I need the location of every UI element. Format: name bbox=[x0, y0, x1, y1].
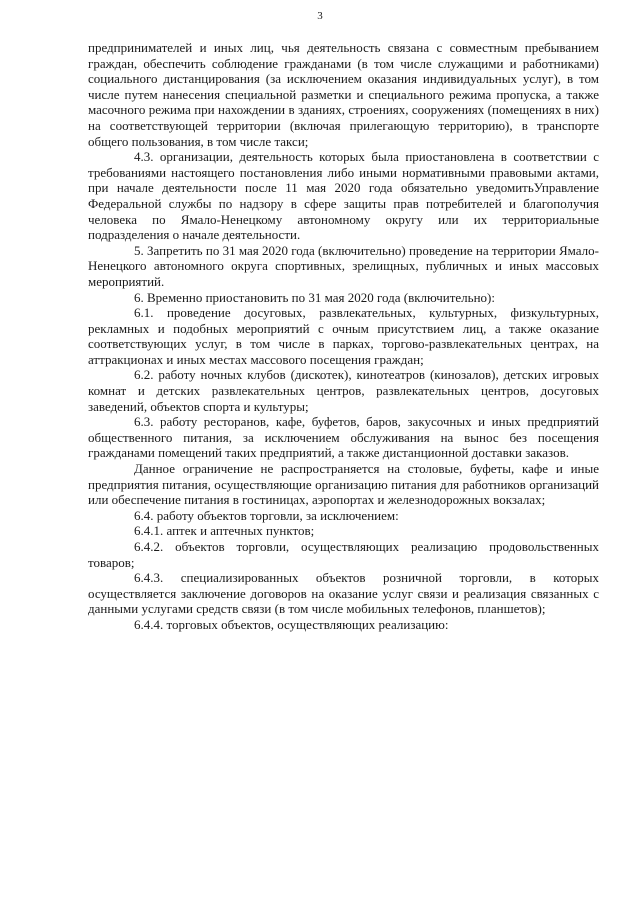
paragraph-6-4-4: 6.4.4. торговых объектов, осуществляющих реализацию: bbox=[134, 616, 449, 632]
paragraph-6-4-3: 6.4.3. специализированных объектов розничной торговли, в которых осуществляется заключение договоров на оказание услуг связи и реализация связанных с данными услугами средств связи (в том числе мобильных телефонов, планшетов); bbox=[88, 570, 599, 617]
paragraph-6-4: 6.4. работу объектов торговли, за исключением: bbox=[134, 507, 399, 523]
paragraph-6-1: 6.1. проведение досуговых, развлекательных, культурных, физкультурных, рекламных и подобных мероприятий с очным присутствием лиц, а также оказание соответствующих услуг, в том числе в парках, торгово-развлекательных центрах, на аттракционах и иных местах массового посещения граждан; bbox=[88, 305, 599, 367]
paragraph-4-3: 4.3. организации, деятельность которых была приостановлена в соответствии с требованиями настоящего постановления либо иными нормативными правовыми актами, при начале деятельности после 11 мая 2020 года обязательно уведомитьУправление Федеральной службы по надзору в сфере защиты прав потребителей и благополучия человека по Ямало-Ненецкому автономному округу или их территориальные подразделения о начале деятельности. bbox=[88, 149, 599, 243]
paragraph-6: 6. Временно приостановить по 31 мая 2020 года (включительно): bbox=[134, 289, 495, 305]
paragraph-6-4-1: 6.4.1. аптек и аптечных пунктов; bbox=[134, 523, 315, 539]
paragraph-5: 5. Запретить по 31 мая 2020 года (включительно) проведение на территории Ямало-Ненецкого автономного округа спортивных, зрелищных, публичных и иных массовых мероприятий. bbox=[88, 242, 599, 289]
document-body bbox=[88, 40, 599, 633]
paragraph-6-3-note: Данное ограничение не распространяется на столовые, буфеты, кафе и иные предприятия питания, осуществляющие организацию питания для работников организаций или обеспечение питания в гостиницах, аэропортах и железнодорожных вокзалах; bbox=[88, 461, 599, 508]
page-number: 3 bbox=[317, 10, 323, 22]
paragraph-6-4-2: 6.4.2. объектов торговли, осуществляющих реализацию продовольственных товаров; bbox=[88, 539, 599, 570]
paragraph-continuation: предпринимателей и иных лиц, чья деятельность связана с совместным пребыванием граждан, обеспечить соблюдение гражданами (в том числе служащими и работниками) социального дистанцирования (за исключением оказания индивидуальных услуг), в том числе путем нанесения специальной разметки и специального режима пропуска, а также масочного режима при нахождении в зданиях, строениях, сооружениях (помещениях в них) на соответствующей территории (включая прилегающую территорию), в транспорте общего пользования, в том числе такси; bbox=[88, 40, 599, 149]
paragraph-6-2: 6.2. работу ночных клубов (дискотек), кинотеатров (кинозалов), детских игровых комнат и детских развлекательных центров, развлекательных центров, досуговых заведений, объектов спорта и культуры; bbox=[88, 367, 599, 414]
paragraph-6-3: 6.3. работу ресторанов, кафе, буфетов, баров, закусочных и иных предприятий общественного питания, за исключением обслуживания на вынос без посещения гражданами помещений таких предприятий, а также дистанционной доставки заказов. bbox=[88, 414, 599, 461]
